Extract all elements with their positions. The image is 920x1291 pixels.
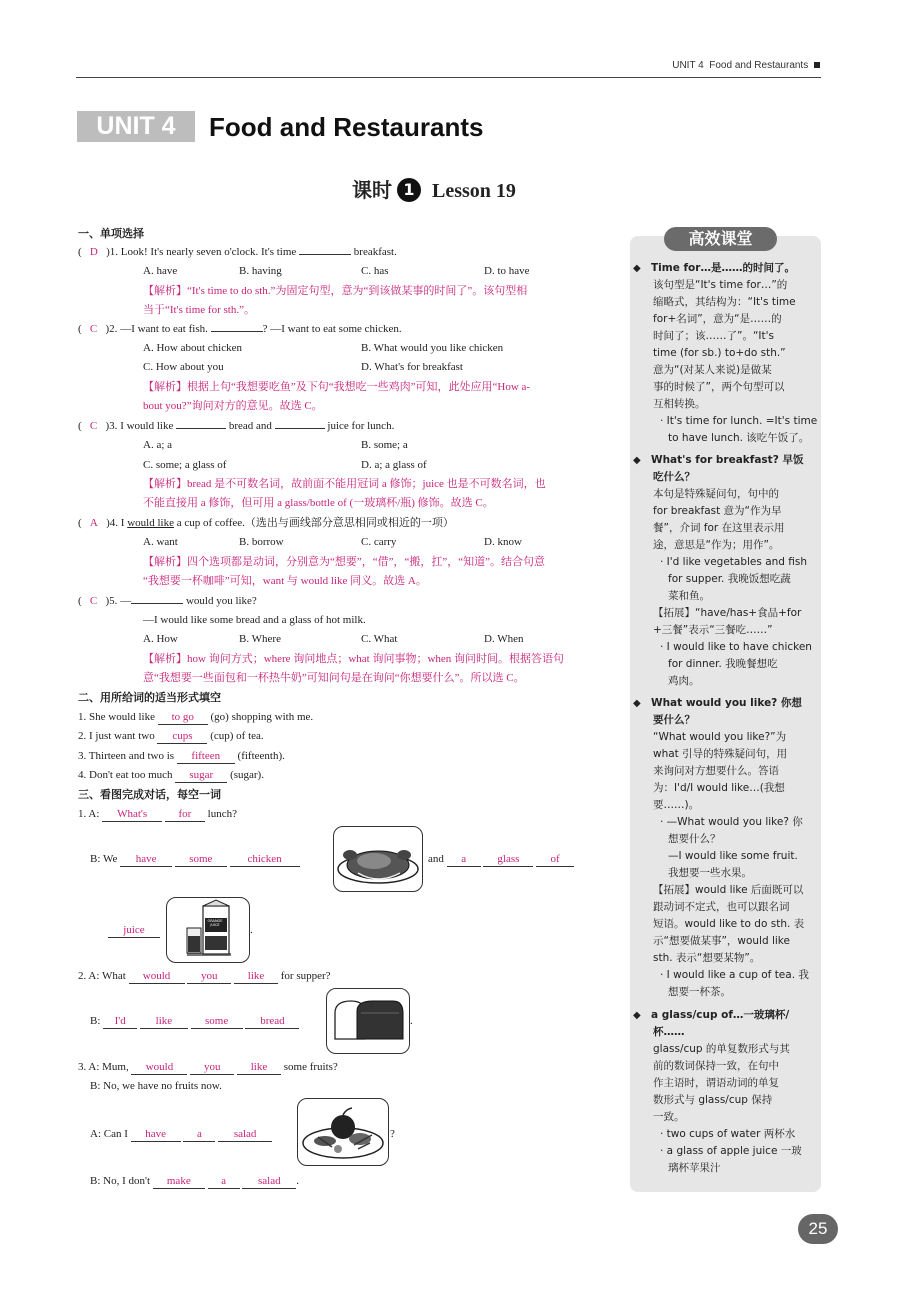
q4-option-d[interactable]: D. know [484, 536, 522, 548]
q5-line2: —I would like some bread and a glass of hot milk. [143, 614, 366, 626]
d3-answer-you[interactable]: you [190, 1060, 234, 1075]
d3-a-line: 3. A: Mum, would you like some fruits? [78, 1061, 338, 1073]
section2-title: 二、用所给词的适当形式填空 [78, 691, 221, 704]
q1-explanation-1: 【解析】“It's time to do sth.”为固定句型，意为“到该做某事的时间了”。该句型相 [143, 285, 528, 297]
q4-explanation-2: “我想要一杯咖啡”可知，want 与 would like 同义。故选 A。 [143, 575, 427, 587]
d3-answer-salad-2[interactable]: salad [242, 1174, 296, 1189]
d3-c-end: ? [390, 1128, 395, 1140]
diamond-icon: ◆ [633, 263, 641, 274]
q1-option-b[interactable]: B. having [239, 265, 282, 277]
d3-answer-a[interactable]: a [183, 1127, 215, 1142]
q1-stem: ( D )1. Look! It's nearly seven o'clock. It's time breakfast. [78, 246, 397, 258]
q2-explanation-2: bout you?”询问对方的意见。故选 C。 [143, 400, 323, 412]
q2-option-c[interactable]: C. How about you [143, 361, 224, 373]
d1-answer-glass[interactable]: glass [483, 852, 533, 867]
q2-option-b[interactable]: B. What would you like chicken [361, 342, 504, 354]
d1-b-line-left: B: We have some chicken [90, 850, 300, 869]
q3-blank-2[interactable] [275, 428, 325, 429]
q4-underlined-phrase: would like [127, 517, 174, 529]
sidebar-entry-a-glass-of: ◆ a glass/cup of…一玻璃杯/ 杯…… glass/cup 的单复数形式与其 前的数词保持一致，在句中 作主语时，谓语动词的单复 数形式与 glass/cup 保持 一致。 · two cups of water 两杯水 · a glass of apple juice 一玻 璃杯苹果汁 [633, 1009, 802, 1174]
d3-answer-have[interactable]: have [131, 1127, 181, 1142]
d3-b-line: B: No, we have no fruits now. [90, 1080, 222, 1092]
q5-answer: C [89, 595, 98, 607]
s2-item-4: 4. Don't eat too much sugar (sugar). [78, 769, 264, 781]
diamond-icon: ◆ [633, 455, 641, 466]
q2-explanation-1: 【解析】根据上句“我想要吃鱼”及下句“我想吃一些鸡肉”可知，此处应用“How a- [143, 381, 531, 393]
unit-label: UNIT 4 [77, 111, 195, 142]
d1-answer-whats[interactable]: What's [102, 807, 162, 822]
q2-blank[interactable] [211, 331, 263, 332]
running-header [612, 60, 820, 71]
d1-answer-juice[interactable]: juice [108, 923, 160, 938]
d2-answer-would[interactable]: would [129, 969, 185, 984]
section3-title: 三、看图完成对话，每空一词 [78, 788, 221, 801]
q5-option-c[interactable]: C. What [361, 633, 398, 645]
s2-item-2: 2. I just want two cups (cup) of tea. [78, 730, 264, 742]
d3-c-line: A: Can I have a salad [90, 1125, 272, 1144]
q1-option-c[interactable]: C. has [361, 265, 389, 277]
q5-option-b[interactable]: B. Where [239, 633, 281, 645]
q1-blank[interactable] [299, 254, 351, 255]
s2-answer-4[interactable]: sugar [175, 768, 227, 783]
q5-option-a[interactable]: A. How [143, 633, 178, 645]
s2-answer-3[interactable]: fifteen [177, 749, 235, 764]
q4-option-a[interactable]: A. want [143, 536, 178, 548]
d3-d-line: B: No, I don't make a salad . [90, 1175, 300, 1187]
d2-a-line: 2. A: What would you like for supper? [78, 970, 331, 982]
d1-answer-some[interactable]: some [175, 852, 227, 867]
bread-picture [326, 988, 410, 1054]
q3-option-a[interactable]: A. a; a [143, 439, 173, 451]
d3-answer-like[interactable]: like [237, 1060, 281, 1075]
q2-answer: C [89, 323, 98, 335]
q5-blank[interactable] [131, 603, 183, 604]
q3-option-d[interactable]: D. a; a glass of [361, 459, 427, 471]
q5-stem: ( C )5. — would you like? [78, 595, 257, 607]
d1-answer-chicken[interactable]: chicken [230, 852, 300, 867]
d2-answer-id[interactable]: I'd [103, 1014, 137, 1029]
q3-blank-1[interactable] [176, 428, 226, 429]
sidebar-entry-time-for: ◆ Time for…是……的时间了。 该句型是“It's time for…”的 缩略式，其结构为：“It's time for+名词”，意为“是……的 时间了；该……了”。“It's time (for sb.) to+do sth.” 意为“(对某人来说)是做某 事的时候了”，两个句型可以 互相转换。 · It's time for lunch. =It's time to have lunch. 该吃午饭了。 [633, 262, 818, 444]
d1-b-line-right: and a glass of [428, 850, 574, 869]
d3-answer-a-2[interactable]: a [208, 1174, 240, 1189]
unit-title: Food and Restaurants [209, 112, 484, 142]
d2-answer-you[interactable]: you [187, 969, 231, 984]
q3-option-c[interactable]: C. some; a glass of [143, 459, 227, 471]
header-square-icon [814, 62, 820, 68]
q5-option-d[interactable]: D. When [484, 633, 524, 645]
q4-answer: A [89, 517, 98, 529]
sidebar-entry-what-would-you-like: ◆ What would you like? 你想 要什么？ “What would you like?”为 what 引导的特殊疑问句，用 来询问对方想要什么。答语 为：I'd/I would like…(我想 要……)。 · —What would you like? 你 想要什么？ —I would like some fruit. 我想要一些水果。 【拓展】would like 后面既可以 跟动词不定式，也可以跟名词 短语。would like to do sth. 表 示“想要做某事”，would like sth. 表示“想要某物”。 · I would like a cup of tea. 我 想要一杯茶。 [633, 697, 809, 998]
q3-explanation-1: 【解析】bread 是不可数名词，故前面不能用冠词 a 修饰；juice 也是不可数名词，也 [143, 478, 546, 490]
d1-answer-have[interactable]: have [120, 852, 172, 867]
q5-explanation-1: 【解析】how 询问方式；where 询问地点；what 询问事物；when 询问时间。根据答语句 [143, 653, 565, 665]
d3-answer-make[interactable]: make [153, 1174, 205, 1189]
diamond-icon: ◆ [633, 1010, 641, 1021]
d2-answer-like-2[interactable]: like [140, 1014, 188, 1029]
q3-answer: C [89, 420, 98, 432]
d2-b-line: B: I'd like some bread [90, 1012, 299, 1031]
salad-picture [297, 1098, 389, 1166]
juice-box-label: ORANGE JUICE [207, 919, 223, 927]
juice-picture [166, 897, 250, 963]
s2-item-1: 1. She would like to go (go) shopping with me. [78, 711, 314, 723]
q3-option-b[interactable]: B. some; a [361, 439, 408, 451]
q4-option-c[interactable]: C. carry [361, 536, 397, 548]
s2-item-3: 3. Thirteen and two is fifteen (fifteenth). [78, 750, 285, 762]
q2-stem: ( C )2. —I want to eat fish. ? —I want to eat some chicken. [78, 323, 402, 335]
q2-option-a[interactable]: A. How about chicken [143, 342, 242, 354]
lesson-name: Lesson 19 [432, 180, 516, 202]
d2-answer-some[interactable]: some [191, 1014, 243, 1029]
d1-answer-of[interactable]: of [536, 852, 574, 867]
q4-explanation-1: 【解析】四个选项都是动词，分别意为“想要”，“借”，“搬，扛”，“知道”。结合句意 [143, 556, 546, 568]
chicken-picture [333, 826, 423, 892]
sidebar-entry-whats-for-breakfast: ◆ What's for breakfast? 早饭 吃什么？ 本句是特殊疑问句，句中的 for breakfast 意为“作为早 餐”，介词 for 在这里表示用 途，意思是“作为；用作”。 · I'd like vegetables and fish for supper. 我晚饭想吃蔬 菜和鱼。 【拓展】“have/has+食品+for +三餐”表示“三餐吃……” · I would like to have chicken for dinner. 我晚餐想吃 鸡肉。 [633, 454, 812, 687]
q2-option-d[interactable]: D. What's for breakfast [361, 361, 463, 373]
page-number: 25 [798, 1214, 838, 1244]
lesson-number-badge: 1 [397, 178, 421, 202]
d2-answer-like[interactable]: like [234, 969, 278, 984]
q4-stem: ( A )4. I would like a cup of coffee.（选出与画线部分意思相同或相近的一项） [78, 517, 454, 529]
s2-answer-2[interactable]: cups [157, 729, 207, 744]
d2-end-period: . [410, 1015, 413, 1027]
d1-a-line: 1. A: What's for lunch? [78, 808, 237, 820]
sidebar-banner: 高效课堂 [664, 227, 777, 251]
q1-option-d[interactable]: D. to have [484, 265, 530, 277]
d3-answer-salad[interactable]: salad [218, 1127, 272, 1142]
section1-title: 一、单项选择 [78, 227, 144, 240]
lesson-title [352, 176, 516, 204]
q3-explanation-2: 不能直接用 a 修饰，但可用 a glass/bottle of (一玻璃杯/瓶) 修饰。故选 C。 [143, 497, 494, 509]
diamond-icon: ◆ [633, 698, 641, 709]
q1-answer: D [89, 246, 98, 258]
s2-answer-1[interactable]: to go [158, 710, 208, 725]
running-title: UNIT 4 Food and Restaurants [672, 60, 809, 71]
d2-answer-bread[interactable]: bread [245, 1014, 299, 1029]
q1-explanation-2: 当于“It's time for sth.”。 [143, 304, 255, 316]
q1-option-a[interactable]: A. have [143, 265, 178, 277]
q5-explanation-2: 意“我想要一些面包和一杯热牛奶”可知问句是在询问“你想要什么”。所以选 C。 [143, 672, 525, 684]
d3-answer-would[interactable]: would [131, 1060, 187, 1075]
q3-stem: ( C )3. I would like bread and juice for lunch. [78, 420, 395, 432]
q4-option-b[interactable]: B. borrow [239, 536, 284, 548]
header-rule [76, 77, 821, 78]
d1-answer-a[interactable]: a [447, 852, 481, 867]
d1-answer-for[interactable]: for [165, 807, 205, 822]
d1-juice-line [108, 921, 160, 940]
d1-end-period: . [250, 924, 253, 936]
lesson-prefix: 课时 [352, 178, 392, 202]
